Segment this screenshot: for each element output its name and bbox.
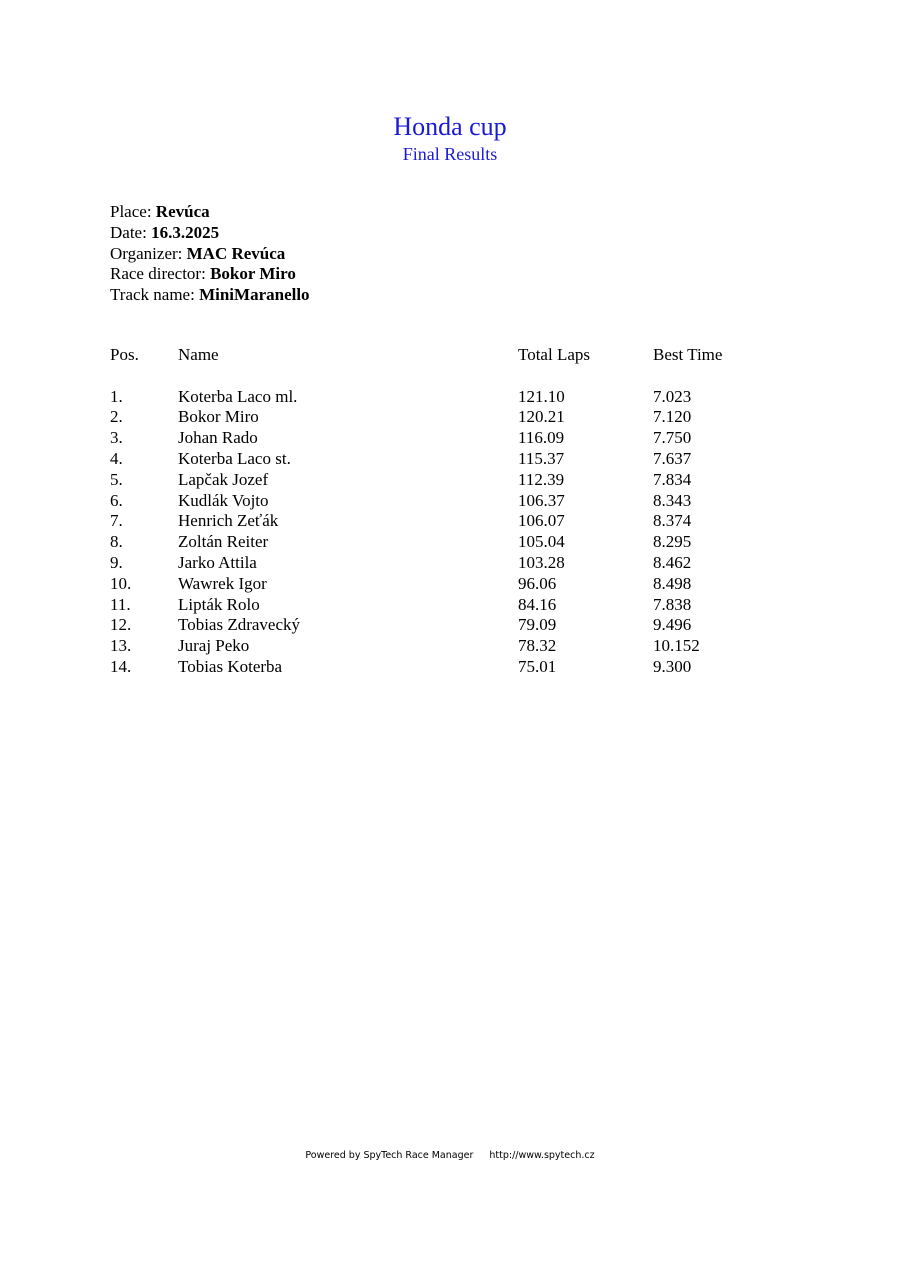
cell-total-laps: 106.37 [518, 490, 565, 510]
race-info [110, 202, 310, 306]
column-header-name: Name [178, 345, 219, 364]
cell-total-laps: 96.06 [518, 573, 557, 593]
cell-total-laps: 116.09 [518, 428, 565, 448]
page-subtitle: Final Results [402, 144, 498, 164]
cell-name: Bokor Miro [178, 407, 259, 427]
cell-total-laps: 84.16 [518, 594, 557, 614]
cell-total-laps: 106.07 [518, 511, 565, 531]
cell-pos: 6. [110, 490, 123, 510]
footer-powered-by: Powered by SpyTech Race Manager [305, 1150, 474, 1161]
cell-best-time: 7.023 [653, 386, 692, 406]
info-value: Revúca [155, 202, 210, 221]
info-label: Place: [110, 202, 156, 221]
cell-total-laps: 75.01 [518, 656, 557, 676]
cell-total-laps: 103.28 [518, 552, 565, 572]
cell-name: Jarko Attila [178, 552, 257, 572]
cell-best-time: 8.295 [653, 532, 692, 552]
cell-pos: 4. [110, 448, 123, 468]
cell-pos: 9. [110, 552, 123, 572]
cell-pos: 10. [110, 573, 132, 593]
page-title: Honda cup [393, 112, 507, 141]
info-value: MiniMaranello [199, 285, 310, 305]
cell-pos: 14. [110, 656, 132, 676]
cell-pos: 7. [110, 511, 123, 531]
info-race-director [110, 264, 310, 285]
cell-total-laps: 120.21 [518, 407, 565, 427]
info-date [110, 223, 310, 244]
column-header-total-laps: Total Laps [518, 345, 590, 364]
info-place [110, 202, 310, 223]
cell-best-time: 7.834 [653, 469, 692, 489]
cell-name: Koterba Laco ml. [178, 386, 298, 406]
cell-pos: 5. [110, 469, 123, 489]
cell-best-time: 9.300 [653, 656, 692, 676]
cell-name: Koterba Laco st. [178, 448, 291, 468]
info-track-name [110, 285, 310, 306]
info-value: MAC Revúca [186, 243, 286, 263]
cell-name: Tobias Koterba [178, 656, 283, 676]
column-header-pos: Pos. [110, 345, 139, 364]
cell-pos: 11. [110, 594, 131, 614]
cell-name: Tobias Zdravecký [178, 615, 301, 635]
cell-best-time: 7.637 [653, 448, 692, 468]
cell-total-laps: 121.10 [518, 386, 565, 406]
cell-pos: 13. [110, 636, 132, 656]
cell-name: Henrich Zeťák [178, 511, 279, 531]
cell-best-time: 8.343 [653, 490, 692, 510]
cell-pos: 1. [110, 386, 123, 406]
cell-best-time: 7.750 [653, 428, 692, 448]
cell-best-time: 7.838 [653, 594, 692, 614]
cell-name: Zoltán Reiter [178, 532, 269, 552]
cell-best-time: 7.120 [653, 407, 692, 427]
cell-pos: 2. [110, 407, 123, 427]
cell-total-laps: 78.32 [518, 636, 557, 656]
cell-pos: 3. [110, 428, 123, 448]
cell-name: Johan Rado [178, 428, 258, 448]
cell-total-laps: 112.39 [518, 469, 565, 489]
column-header-best-time: Best Time [653, 345, 723, 364]
cell-best-time: 8.498 [653, 573, 692, 593]
cell-name: Wawrek Igor [178, 573, 267, 593]
info-organizer [110, 244, 310, 265]
cell-best-time: 10.152 [653, 636, 700, 656]
cell-pos: 8. [110, 532, 123, 552]
cell-total-laps: 79.09 [518, 615, 557, 635]
cell-name: Lapčak Jozef [178, 469, 269, 489]
info-value: Bokor Miro [210, 264, 296, 284]
info-label: Race director: [110, 264, 211, 284]
cell-name: Lipták Rolo [178, 594, 260, 614]
cell-pos: 12. [110, 615, 132, 635]
footer-url: http://www.spytech.cz [489, 1150, 595, 1161]
footer [0, 1150, 900, 1162]
cell-name: Juraj Peko [178, 636, 250, 656]
cell-name: Kudlák Vojto [178, 490, 269, 510]
cell-total-laps: 115.37 [518, 448, 565, 468]
info-label: Track name: [110, 285, 200, 305]
cell-best-time: 8.462 [653, 552, 692, 572]
cell-best-time: 8.374 [653, 511, 692, 531]
cell-total-laps: 105.04 [518, 532, 565, 552]
info-value: 16.3.2025 [151, 222, 220, 242]
info-label: Organizer: [110, 243, 187, 263]
info-label: Date: [110, 222, 152, 242]
cell-best-time: 9.496 [653, 615, 692, 635]
